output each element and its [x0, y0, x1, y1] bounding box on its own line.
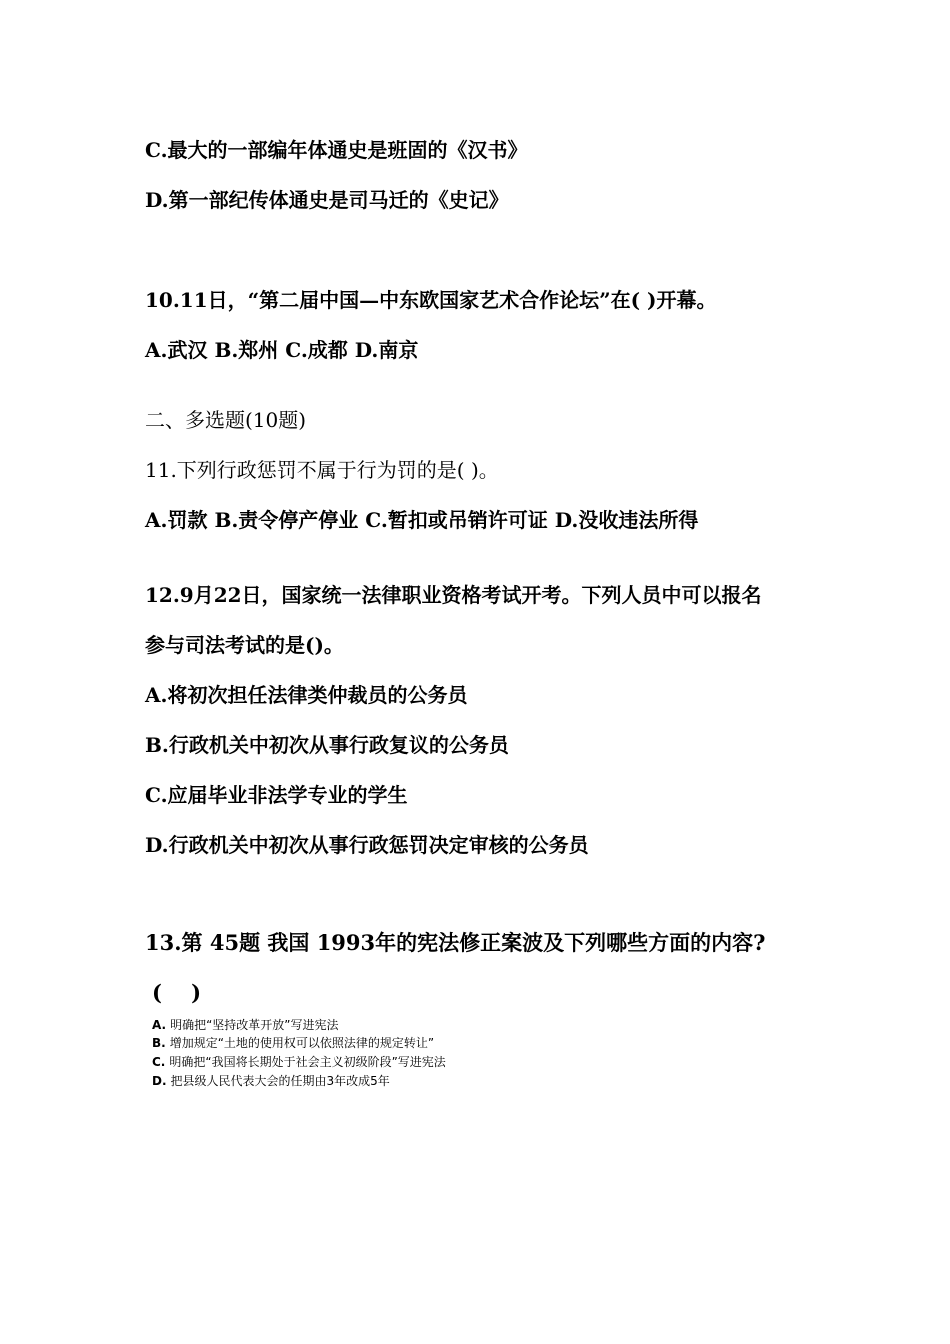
q11-options: A.罚款 B.责令停产停业 C.暂扣或吊销许可证 D.没收违法所得 [145, 508, 699, 532]
q13-option-text: 增加规定“土地的使用权可以依照法律的规定转让” [169, 1036, 435, 1050]
q13-option [152, 1074, 390, 1088]
q13-option-letter: D. [152, 1074, 167, 1088]
q12-option-d: D.行政机关中初次从事行政惩罚决定审核的公务员 [145, 833, 589, 857]
q13-answer-paren: ( ) [152, 980, 202, 1005]
q12-stem-line2: 参与司法考试的是()。 [145, 633, 344, 657]
q12-option-b: B.行政机关中初次从事行政复议的公务员 [145, 733, 509, 757]
q13-option [152, 1036, 434, 1050]
q9-option-c: C.最大的一部编年体通史是班固的《汉书》 [145, 138, 528, 162]
q13-option-text: 把县级人民代表大会的任期由3年改成5年 [170, 1074, 390, 1088]
q13-option [152, 1018, 339, 1032]
q13-option-text: 明确把“坚持改革开放”写进宪法 [170, 1018, 339, 1032]
q11-stem: 11.下列行政惩罚不属于行为罚的是( )。 [145, 458, 499, 482]
q13-option-letter: B. [152, 1036, 166, 1050]
q9-option-d: D.第一部纪传体通史是司马迁的《史记》 [145, 188, 509, 212]
q13-option-letter: C. [152, 1055, 166, 1069]
q13-option-text: 明确把“我国将长期处于社会主义初级阶段”写进宪法 [169, 1055, 446, 1069]
q12-option-a: A.将初次担任法律类仲裁员的公务员 [145, 683, 468, 707]
q12-stem-line1: 12.9月22日，国家统一法律职业资格考试开考。下列人员中可以报名 [145, 583, 762, 607]
q13-option [152, 1055, 446, 1069]
q13-stem: 13.第 45题 我国 1993年的宪法修正案波及下列哪些方面的内容? [145, 930, 766, 955]
q13-option-letter: A. [152, 1018, 167, 1032]
q10-stem: 10.11日，“第二届中国—中东欧国家艺术合作论坛”在( )开幕。 [145, 288, 717, 312]
q10-options: A.武汉 B.郑州 C.成都 D.南京 [145, 338, 419, 362]
section-title: 二、多选题(10题) [145, 408, 307, 432]
q12-option-c: C.应届毕业非法学专业的学生 [145, 783, 408, 807]
